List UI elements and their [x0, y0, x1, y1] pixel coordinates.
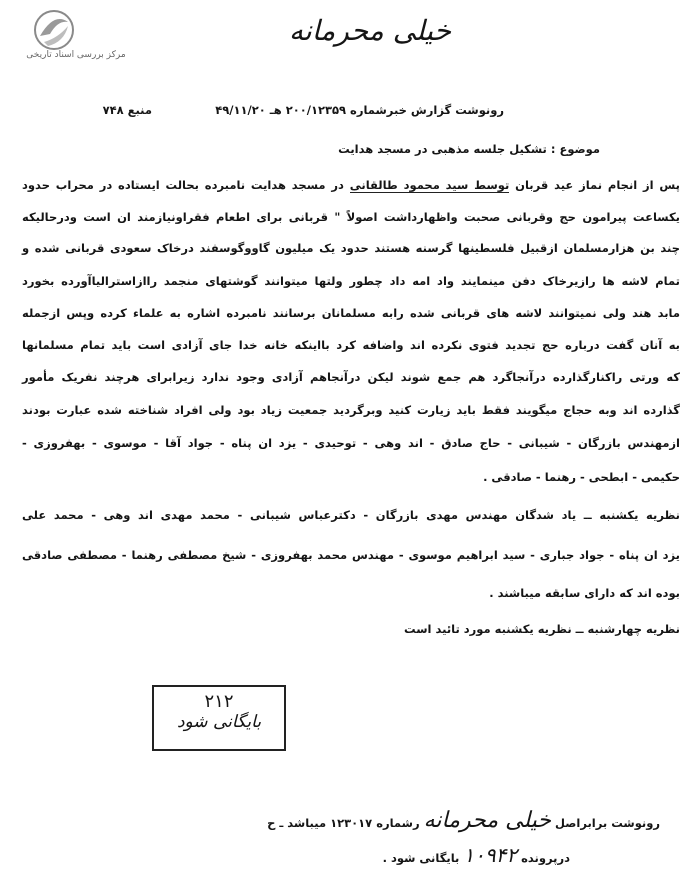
body-line-2: یکساعت پیرامون حج وقربانی صحبت واظهارداشت اصولاً " قربانی برای اطعام فقراونیازمند ان است ودرحالیکه — [22, 210, 680, 224]
body-line-8: گذارده اند وبه حجاج میگویند فقط باید زیارت کنید وبرگردید جمعیت زیاد بود ولی افراد شناخته شده عبارت بودند — [22, 403, 680, 417]
handwritten-signature: خیلی محرمانه — [423, 808, 551, 833]
classification-title: خیلی محرمانه — [288, 14, 452, 47]
closing-suffix: بایگانی شود . — [382, 851, 460, 865]
body-line-1-end: در مسجد هدایت نامبرده بحالت ایستاده در محراب حدود — [22, 178, 344, 192]
body-line-5: مابد هند ولی نمیتوانند لاشه های قربانی شده رابه مسلمانان برسانند نامبرده اشاره به علماء کرده وپس ازجمله — [22, 306, 680, 320]
report-reference: رونوشت گزارش خبرشماره ۲۰۰/۱۲۳۵۹ هـ ۴۹/۱۱/۲۰ — [215, 103, 504, 117]
stamp-text: بایگانی شود — [176, 712, 262, 732]
note-wednesday: نظریه چهارشنبه ــ نظریه یکشنبه مورد تائید است — [404, 622, 680, 636]
body-line-6: به آنان گفت درباره حج تجدید فتوی نکرده اند واضافه کرد بااینکه خانه خدا جای آزادی است باید تمام مسلمانها — [22, 338, 680, 352]
note-sunday-1: نظریه یکشنبه ــ یاد شدگان مهندس مهدی بازرگان - دکترعباس شیبانی - محمد مهدی اند وهی - محمد علی — [22, 508, 680, 522]
report-source: منبع ۷۴۸ — [102, 103, 152, 117]
logo-caption: مرکز بررسی اسناد تاریخی — [26, 50, 126, 60]
body-line-1 — [22, 178, 680, 192]
note-sunday-3: بوده اند که دارای سابقه میباشند . — [489, 586, 680, 600]
archive-logo-icon — [30, 8, 78, 52]
body-line-1-underlined: توسط سید محمود طالقانی — [349, 178, 510, 192]
body-line-3: چند بن هزارمسلمان ازقبیل فلسطینها گرسنه هستند حدود یک میلیون گاووگوسفند درخاک سعودی قربانی شده و — [22, 241, 680, 255]
certification-line — [267, 808, 660, 833]
certification-prefix: رونوشت برابراصل — [555, 816, 660, 830]
note-sunday-2: یزد ان پناه - جواد جباری - سید ابراهیم موسوی - مهندس محمد بهفروزی - شیخ مصطفی رهنما - مصطفی صادقی — [22, 548, 680, 562]
archive-instruction — [383, 843, 570, 867]
file-number: ۱۰۹۴۲ — [463, 843, 518, 867]
body-line-7: که ورتی راکنارگذارده درآنجاگرد هم جمع شوند لیکن درآنجاهم آزادی وجود ندارد زیرابرای هرچند نفریک مأمور — [22, 370, 680, 384]
closing-prefix: درپرونده — [521, 851, 570, 865]
archive-stamp — [152, 685, 286, 751]
body-line-1-start: پس از انجام نماز عید قربان — [515, 178, 680, 192]
body-line-9: ازمهندس بازرگان - شیبانی - حاج صادق - اند وهی - توحیدی - یزد ان پناه - جواد آقا - موسوی - بهفروزی - — [22, 436, 680, 450]
stamp-number: ۲۱۲ — [204, 691, 234, 712]
certification-suffix: رشماره ۱۲۳۰۱۷ میباشد ـ ح — [267, 816, 420, 830]
body-line-10: حکیمی - ابطحی - رهنما - صادقی . — [483, 470, 680, 484]
report-subject: موضوع : تشکیل جلسه مذهبی در مسجد هدایت — [338, 142, 600, 156]
body-line-4: تمام لاشه ها رازیرخاک دفن مینمایند واد امه داد چطور ولتها میتوانند گوشتهای منجمد راازاسترالیاآورده بخورد — [22, 274, 680, 288]
